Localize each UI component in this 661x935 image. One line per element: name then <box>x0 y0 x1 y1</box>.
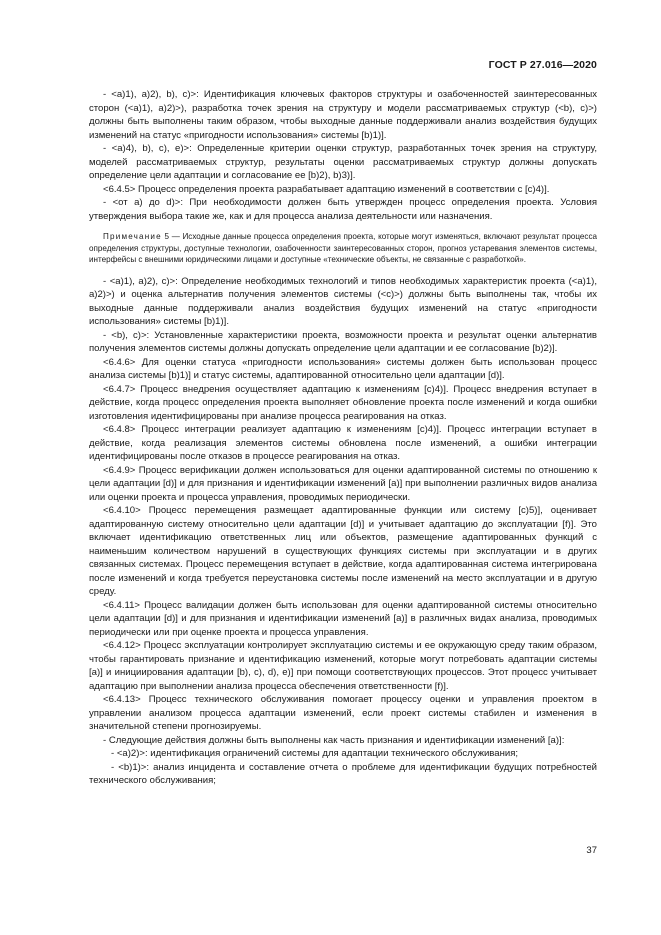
paragraph: <6.4.12> Процесс эксплуатации контролирует эксплуатацию системы и ее окружающую среду таким образом, чтобы гарантировать признание и идентификацию изменений, которые могут потребовать адаптации системы [a)] и инициирования адаптации [b), c), d), e)] при помощи соответствующих процессов. Этот процесс учитывает адаптацию при выполнении анализа процесса обеспечения ответственности [f)]. <box>89 640 597 692</box>
paragraph: - Следующие действия должны быть выполнены как часть признания и идентификации изменений [a)]: <box>103 734 565 746</box>
paragraph: - <a)1), a)2), b), c)>: Идентификация ключевых факторов структуры и озабоченностей заинтересованных сторон (<a)1), a)2)>), разработка точек зрения на структуру и модели рассматриваемых структур (<b), c)>) должны быть выполнены таким образом, чтобы выходные данные поддерживали анализ воздействия будущих изменений на статус «пригодности использования» системы [b)1)]. <box>89 89 597 141</box>
page-number: 37 <box>586 845 597 856</box>
paragraph: <6.4.7> Процесс внедрения осуществляет адаптацию к изменениям [c)4)]. Процесс внедрения вступает в действие, когда процесс определения проекта выполняет обновление проекта после изменений и когда ошибки изготовления идентифицированы при анализе процесса реагирования на отказ. <box>89 383 597 422</box>
list-item: - <a)2)>: идентификация ограничений системы для адаптации технического обслуживания; <box>111 748 519 760</box>
paragraph: <6.4.9> Процесс верификации должен использоваться для оценки адаптированной системы по отношению к цели адаптации [d)] и для признания и идентификации изменений [a)] при выполнении различных видов анализа или оценки проекта и процесса управления, проводимых периодически. <box>89 464 597 503</box>
paragraph: <6.4.8> Процесс интеграции реализует адаптацию к изменениям [c)4)]. Процесс интеграции вступает в действие, когда реализация элементов системы обновлена после изменений, а ошибки интеграции идентифицированы после отказов в процессе реагирования на отказ. <box>89 424 597 463</box>
paragraph: <6.4.13> Процесс технического обслуживания помогает процессу оценки и управления проектом в управлении анализом процесса адаптации изменений, если проект системы стабилен и изменения в значительной степени прогнозируемы. <box>89 694 597 733</box>
note-text: 5 — Исходные данные процесса определения проекта, которые могут изменяться, включают результат процесса определения структуры, доступные технологии, озабоченности заинтересованных сторон, прогноз устаревания элементов системы, интерфейсы с внешними юридическими лицами и доступные «технические объекты, не связанные с разработкой». <box>89 232 597 265</box>
paragraph: - <b), c)>: Установленные характеристики проекта, возможности проекта и результат оценки альтернатив получения элементов системы должны допускать определение цели адаптации и ее согласование [b)2)]. <box>89 329 597 355</box>
paragraph: - <a)1), a)2), c)>: Определение необходимых технологий и типов необходимых характеристик проекта (<a)1), a)2)>) и оценка альтернатив получения элементов системы (<c)>) должны быть выполнены так, чтобы их выходные данные поддерживали анализ воздействия будущих изменений на статус «пригодности использования» системы [b)1)]. <box>89 275 597 328</box>
list-item: - <b)1)>: анализ инцидента и составление отчета о проблеме для идентификации будущих потребностей технического обслуживания; <box>89 761 597 787</box>
paragraph: <6.4.5> Процесс определения проекта разрабатывает адаптацию изменений в соответствии с [c)4)]. <box>103 183 550 195</box>
paragraph: <6.4.6> Для оценки статуса «пригодности использования» системы должен быть использован процесс анализа системы [b)1)] и статус системы, адаптированной относительно цели адаптации [d)]. <box>89 356 597 382</box>
standard-number: ГОСТ Р 27.016—2020 <box>488 59 597 71</box>
note <box>89 231 597 266</box>
paragraph: - <от a) до d)>: При необходимости должен быть утвержден процесс определения проекта. Условия утверждения выбора такие же, как и для процесса анализа деятельности или назначения. <box>89 197 597 222</box>
paragraph: <6.4.11> Процесс валидации должен быть использован для оценки адаптированной системы относительно цели адаптации [d)] и для признания и идентификации изменений [a)] в различных видах анализа, проводимых периодически или при оценке проекта и процесса управления. <box>89 599 597 638</box>
note-label: Примечание <box>103 232 162 241</box>
paragraph: - <a)4), b), c), e)>: Определенные критерии оценки структур, разработанных точек зрения на структуру, моделей рассматриваемых структур, результаты оценки рассматриваемых структур должны допускать определение цели адаптации и согласование ее [b)2), b)3)]. <box>89 143 597 181</box>
paragraph: <6.4.10> Процесс перемещения размещает адаптированные функции или систему [c)5)], оценивает адаптированную систему относительно цели адаптации [d)] и учитывает адаптацию до эксплуатации [f)]. Это включает идентификацию ответственных лиц или объектов, размещение адаптированных функций с наименьшим количеством нарушений в существующих функциях системы при эксплуатации и в других связанных системах. Процесс перемещения вступает в действие, когда адаптированная система интегрирована после изменений и когда требуется переустановка системы после изменений на место эксплуатации и в другую среду. <box>89 505 597 598</box>
document-body <box>89 88 597 788</box>
